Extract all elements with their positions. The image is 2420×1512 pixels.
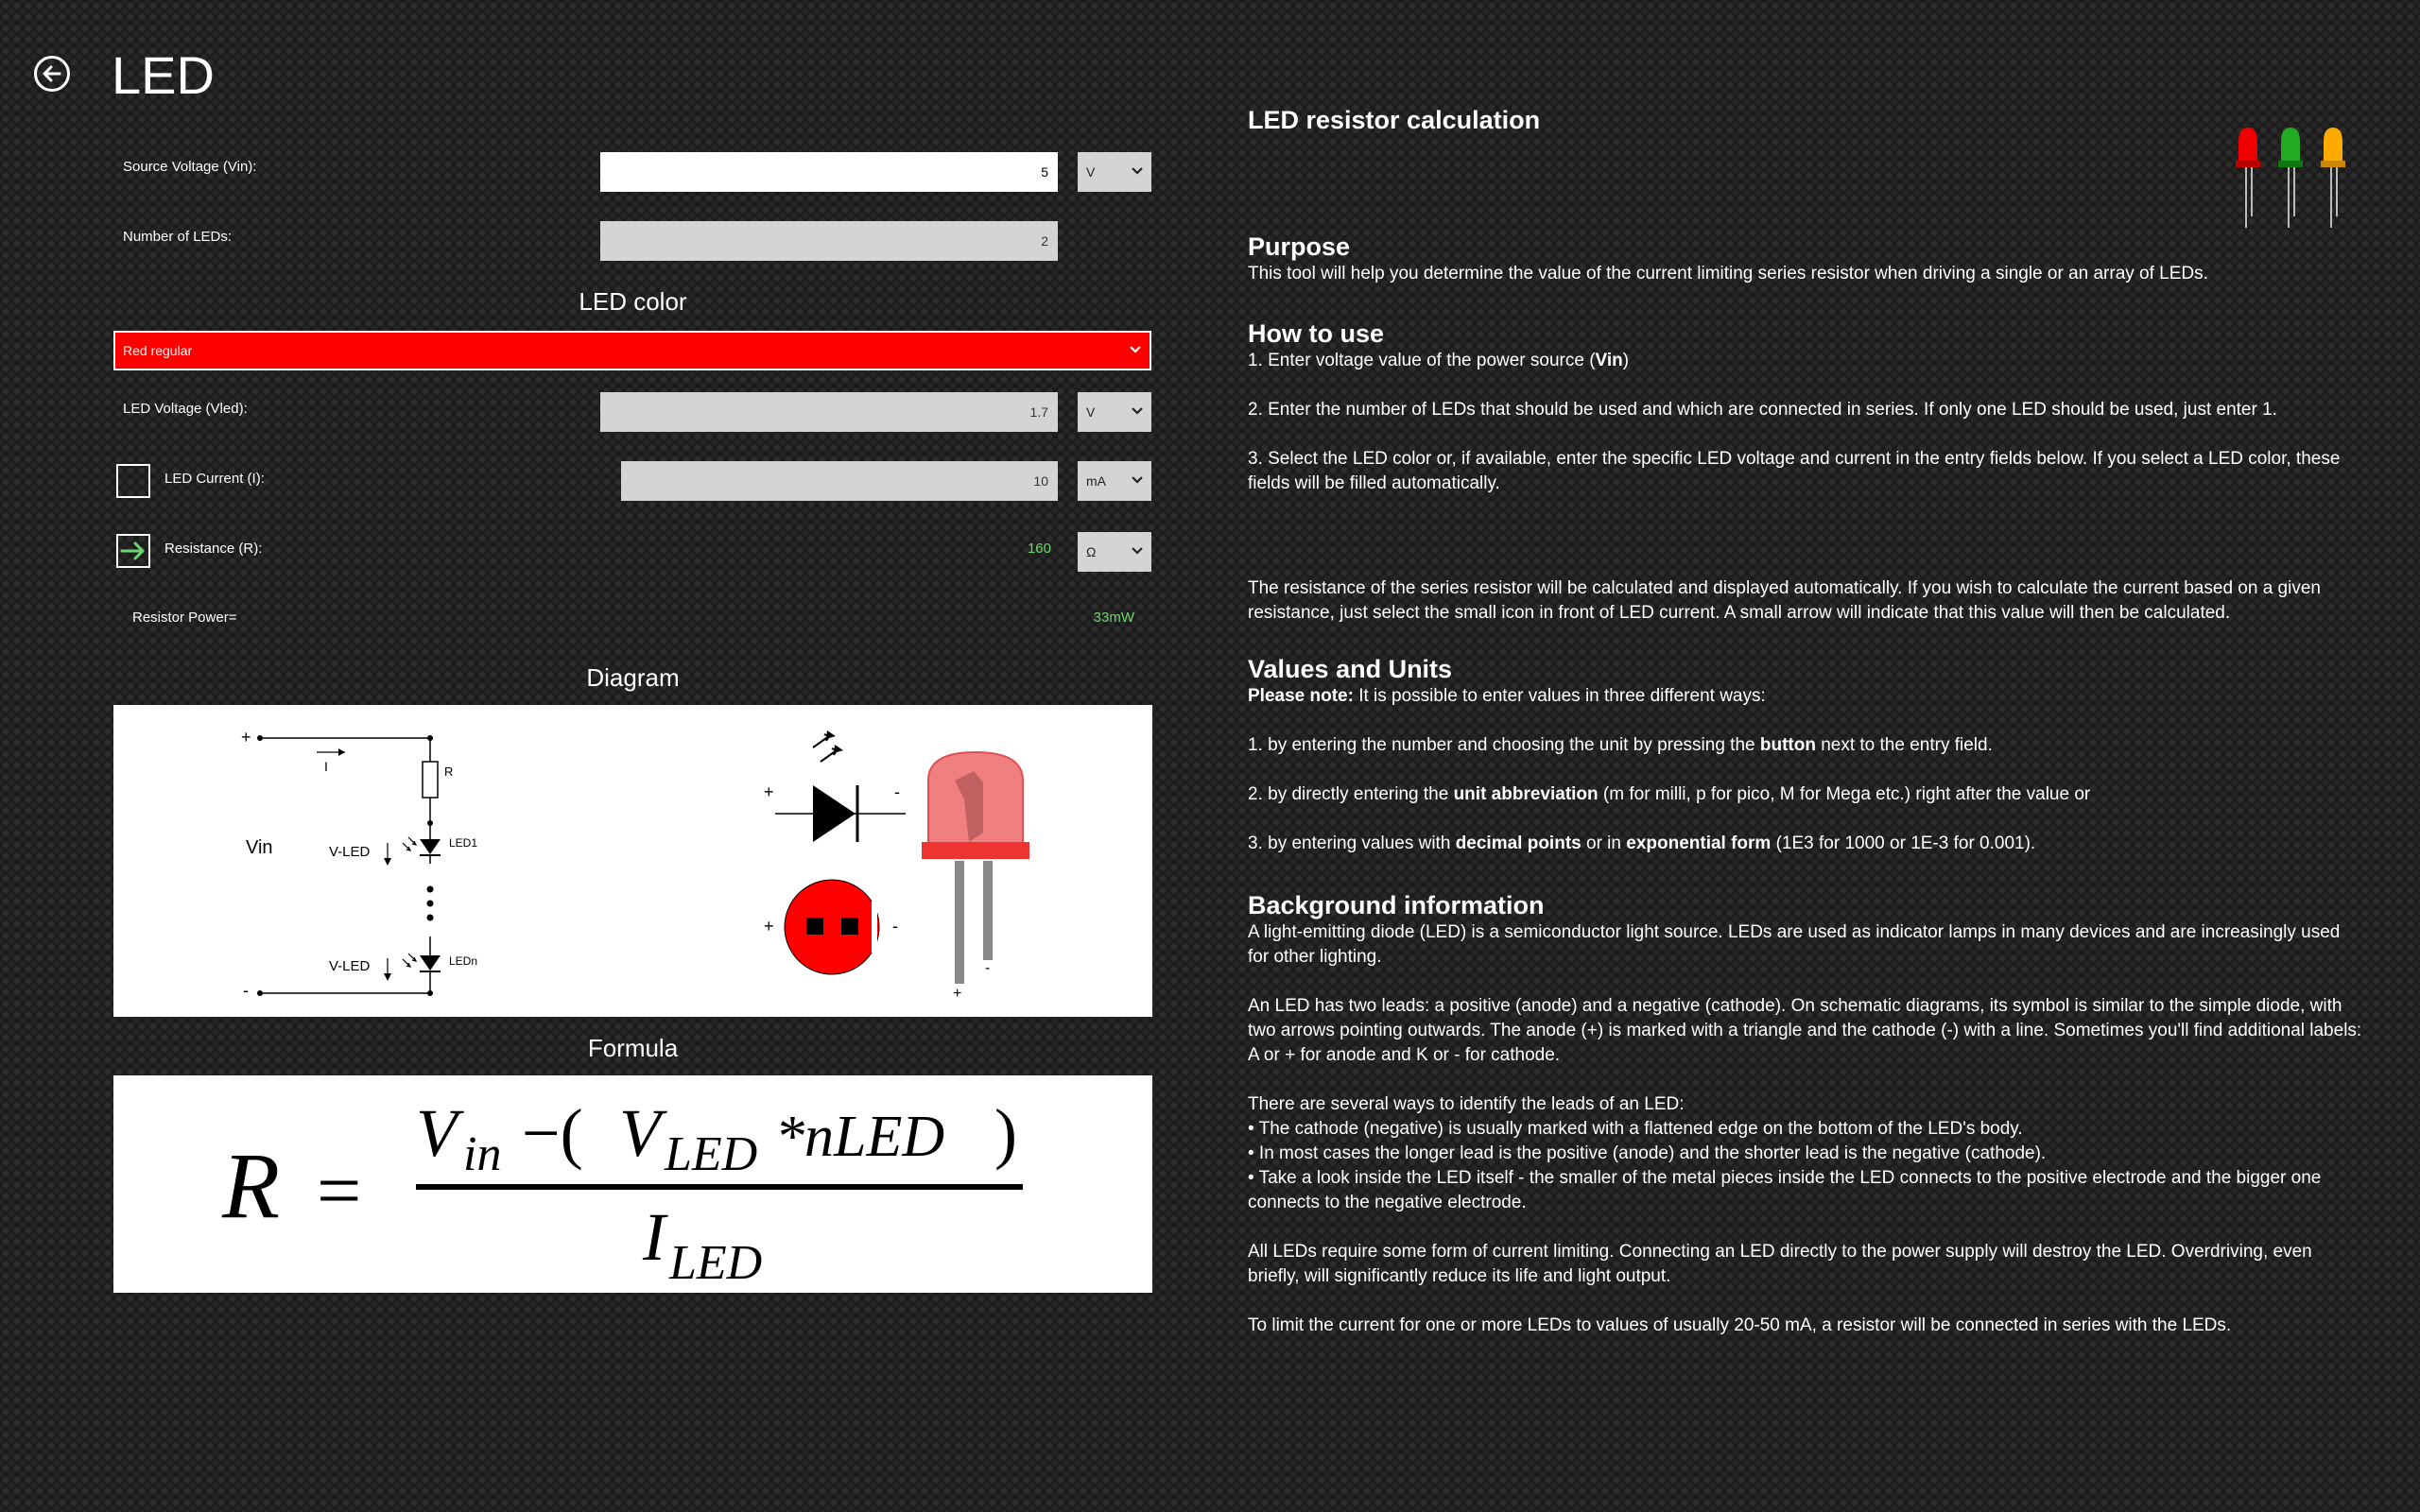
green-arrow-icon [118, 536, 148, 566]
bg-text-8: To limit the current for one or more LEDs to values of usually 20-50 mA, a resistor will be connected in series with the LEDs. [1248, 1315, 2232, 1335]
ledn-label: LEDn [449, 954, 478, 968]
bg-text-5: • In most cases the longer lead is the positive (anode) and the shorter lead is the negative (cathode). [1248, 1143, 2047, 1163]
background-section [1248, 891, 2363, 1338]
vin-unit-select[interactable] [1078, 152, 1151, 192]
formula-box [113, 1075, 1152, 1293]
formula-i: I [643, 1199, 666, 1275]
vin-label-diagram: Vin [246, 837, 273, 858]
howto-step-2: 2. Enter the number of LEDs that should be used and which are connected in series. If only one LED should be used, just enter 1. [1248, 400, 2277, 420]
formula-eq: = [317, 1147, 362, 1235]
r-unit-select[interactable] [1078, 532, 1151, 572]
svg-text:+: + [953, 986, 962, 1002]
r-label: Resistance (R): [164, 541, 263, 557]
formula-heading: Formula [587, 1034, 679, 1062]
vled-input[interactable]: 1.7 [600, 392, 1058, 432]
howto-heading: How to use [1248, 319, 1385, 348]
howto-step-3: 3. Select the LED color or, if available, enter the specific LED voltage and current in the entry fields below. If you select a LED color, these fields will be filled automatically. [1248, 449, 2341, 493]
iled-unit-select[interactable] [1078, 461, 1151, 501]
iled-input[interactable]: 10 [621, 461, 1058, 501]
chevron-down-icon [1131, 406, 1144, 416]
howto-note: The resistance of the series resistor will be calculated and displayed automatically. If you wish to calculate the current based on a given resistance, just select the small icon in front of LED current. A small arrow will indicate that this value will then be calculated. [1248, 578, 2321, 623]
bg-text-3: There are several ways to identify the leads of an LED: [1248, 1094, 1685, 1114]
chevron-down-icon [1129, 345, 1142, 354]
power-value: 33mW [1093, 610, 1134, 626]
svg-text:V: V [619, 1095, 661, 1171]
circuit-diagram [113, 705, 1152, 1017]
formula-in: in [463, 1127, 502, 1181]
chevron-down-icon [1131, 475, 1144, 485]
purpose-heading: Purpose [1248, 232, 1351, 261]
r-unit-value: Ω [1086, 544, 1097, 559]
svg-text:-: - [892, 917, 898, 936]
bg-text-4: • The cathode (negative) is usually marked with a flattened edge on the bottom of the LED's body. [1248, 1119, 2023, 1139]
howto-section [1248, 319, 2363, 496]
formula-led: LED [665, 1127, 758, 1181]
iled-unit-value: mA [1086, 473, 1106, 489]
vled-unit-value: V [1086, 404, 1096, 420]
vin-unit-value: V [1086, 164, 1096, 180]
minus-sign: - [243, 981, 249, 1000]
bg-text-1: A light-emitting diode (LED) is a semiconductor light source. LEDs are used as indicator lamps in many devices and are increasingly used for other lighting. [1248, 922, 2341, 967]
vled-label-1: V-LED [329, 844, 371, 860]
diagram-heading: Diagram [586, 663, 680, 692]
vled-label-2: V-LED [329, 958, 371, 974]
background-heading: Background information [1248, 891, 1545, 919]
vled-unit-select[interactable] [1078, 392, 1151, 432]
calc-current-checkbox[interactable] [116, 464, 150, 498]
values-2: 2. by directly entering the unit abbreviation (m for milli, p for pico, M for Mega etc.) right after the value or [1248, 784, 2091, 804]
vin-label: Source Voltage (Vin): [123, 159, 257, 175]
vin-input[interactable]: 5 [600, 152, 1058, 192]
power-label: Resistor Power= [132, 610, 237, 626]
led-color-value: Red regular [123, 343, 193, 358]
formula-times-n: *nLED [775, 1105, 945, 1169]
formula-minus-paren: −( [522, 1095, 583, 1171]
nled-label: Number of LEDs: [123, 229, 233, 245]
resistor-label: R [444, 765, 454, 779]
current-label: I [324, 759, 328, 774]
nled-input[interactable]: 2 [600, 221, 1058, 261]
svg-text:+: + [764, 917, 774, 936]
purpose-text: This tool will help you determine the value of the current limiting series resistor when driving a single or an array of LEDs. [1248, 264, 2208, 284]
led-logo-icon [2231, 123, 2354, 232]
formula-r: R [222, 1133, 281, 1238]
chevron-down-icon [1131, 546, 1144, 556]
page-title: LED [112, 45, 215, 105]
led1-label: LED1 [449, 836, 478, 850]
svg-text:+: + [764, 782, 774, 801]
chevron-down-icon [1131, 166, 1144, 176]
values-3: 3. by entering values with decimal points or in exponential form (1E3 for 1000 or 1E-3 for 0.001). [1248, 833, 2036, 853]
back-arrow-icon [42, 63, 62, 84]
bg-text-7: All LEDs require some form of current limiting. Connecting an LED directly to the power supply will destroy the LED. Overdriving, even briefly, will significantly reduce its life and light output. [1248, 1242, 2312, 1286]
svg-text:LED: LED [669, 1236, 763, 1290]
formula-close: ) [994, 1095, 1017, 1171]
bg-text-2: An LED has two leads: a positive (anode) and a negative (cathode). On schematic diagrams, its symbol is similar to the simple diode, with two arrows pointing outwards. The anode (+) is marked with a triangle and the cathode (-) with a line. Sometimes you'll find additional labels: A or + for anode and K or - for cathode. [1248, 996, 2362, 1065]
iled-label: LED Current (I): [164, 471, 265, 487]
back-button[interactable] [34, 56, 70, 92]
info-title: LED resistor calculation [1248, 106, 1541, 134]
plus-sign: + [241, 728, 251, 747]
values-heading: Values and Units [1248, 655, 1453, 683]
r-value: 160 [1027, 541, 1051, 557]
values-section [1248, 655, 2363, 856]
vled-label: LED Voltage (Vled): [123, 401, 248, 417]
svg-text:-: - [985, 960, 991, 976]
purpose-section [1248, 232, 2363, 286]
values-note: Please note: It is possible to enter values in three different ways: [1248, 686, 1766, 706]
formula-v: V [416, 1095, 458, 1171]
calc-resistance-checkbox[interactable] [116, 534, 150, 568]
howto-step-1: 1. Enter voltage value of the power source (Vin) [1248, 351, 1630, 370]
led-color-heading: LED color [579, 287, 687, 316]
bg-text-6: • Take a look inside the LED itself - the smaller of the metal pieces inside the LED connects to the positive electrode and the bigger one connects to the negative electrode. [1248, 1168, 2322, 1212]
svg-text:-: - [894, 782, 900, 801]
led-color-select[interactable] [113, 331, 1151, 370]
values-1: 1. by entering the number and choosing the unit by pressing the button next to the entry field. [1248, 735, 1993, 755]
